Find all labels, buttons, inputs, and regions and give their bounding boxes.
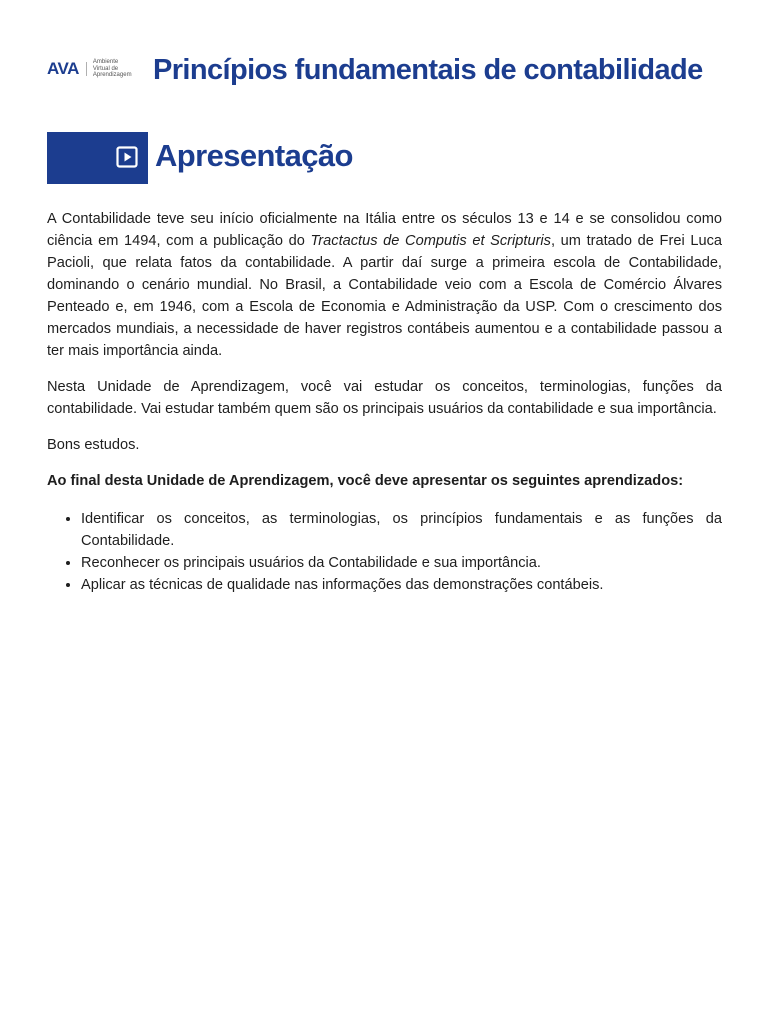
intro-paragraph xyxy=(47,208,722,362)
section-title: Apresentação xyxy=(155,138,353,173)
unit-paragraph: Nesta Unidade de Aprendizagem, você vai estudar os conceitos, terminologias, funções da contabilidade. Vai estudar também quem são os principais usuários da contabilidade e sua importância. xyxy=(47,379,722,417)
closing-paragraph: Bons estudos. xyxy=(47,437,140,453)
objectives-heading: Ao final desta Unidade de Aprendizagem, você deve apresentar os seguintes aprendizados: xyxy=(47,473,684,489)
list-item: • Reconhecer os principais usuários da Contabilidade e sua importância. xyxy=(81,552,722,574)
logo-subtitle-line: Virtual de xyxy=(92,65,119,72)
main-content xyxy=(47,208,722,596)
page-title: Princípios fundamentais de contabilidade xyxy=(153,54,703,86)
ava-logo xyxy=(47,59,132,79)
intro-text-start: A Contabilidade teve seu início oficialmente na Itália entre os séculos 13 e 14 e se consolidou como ciência em 1494, com a publicação do xyxy=(47,211,722,249)
list-item: • Identificar os conceitos, as terminologias, os princípios fundamentais e as funções da Contabilidade. xyxy=(81,508,722,552)
page-header xyxy=(47,54,727,90)
list-item: • Aplicar as técnicas de qualidade nas informações das demonstrações contábeis. xyxy=(81,574,722,596)
logo-subtitle-line: Aprendizagem xyxy=(92,72,132,79)
treatise-title: Tractactus de Computis et Scripturis xyxy=(310,233,551,249)
logo-mark: AVA xyxy=(47,59,79,78)
logo-divider xyxy=(86,62,87,76)
section-band xyxy=(47,132,148,184)
objectives-list xyxy=(47,508,722,596)
logo-subtitle-line: Ambiente xyxy=(92,59,119,66)
intro-text-end: , um tratado de Frei Luca Pacioli, que relata fatos da contabilidade. A partir daí surge a primeira escola de Contabilidade, dominando o cenário mundial. No Brasil, a Contabilidade veio com a Escola de Comércio Álvares Penteado e, em 1946, com a Escola de Economia e Administração da USP. Com o crescimento dos mercados mundiais, a necessidade de haver registros contábeis aumentou e a contabilidade passou a ter mais importância ainda. xyxy=(47,233,722,359)
play-icon xyxy=(116,146,138,168)
logo-subtitle xyxy=(93,59,132,79)
section-header xyxy=(47,132,727,184)
